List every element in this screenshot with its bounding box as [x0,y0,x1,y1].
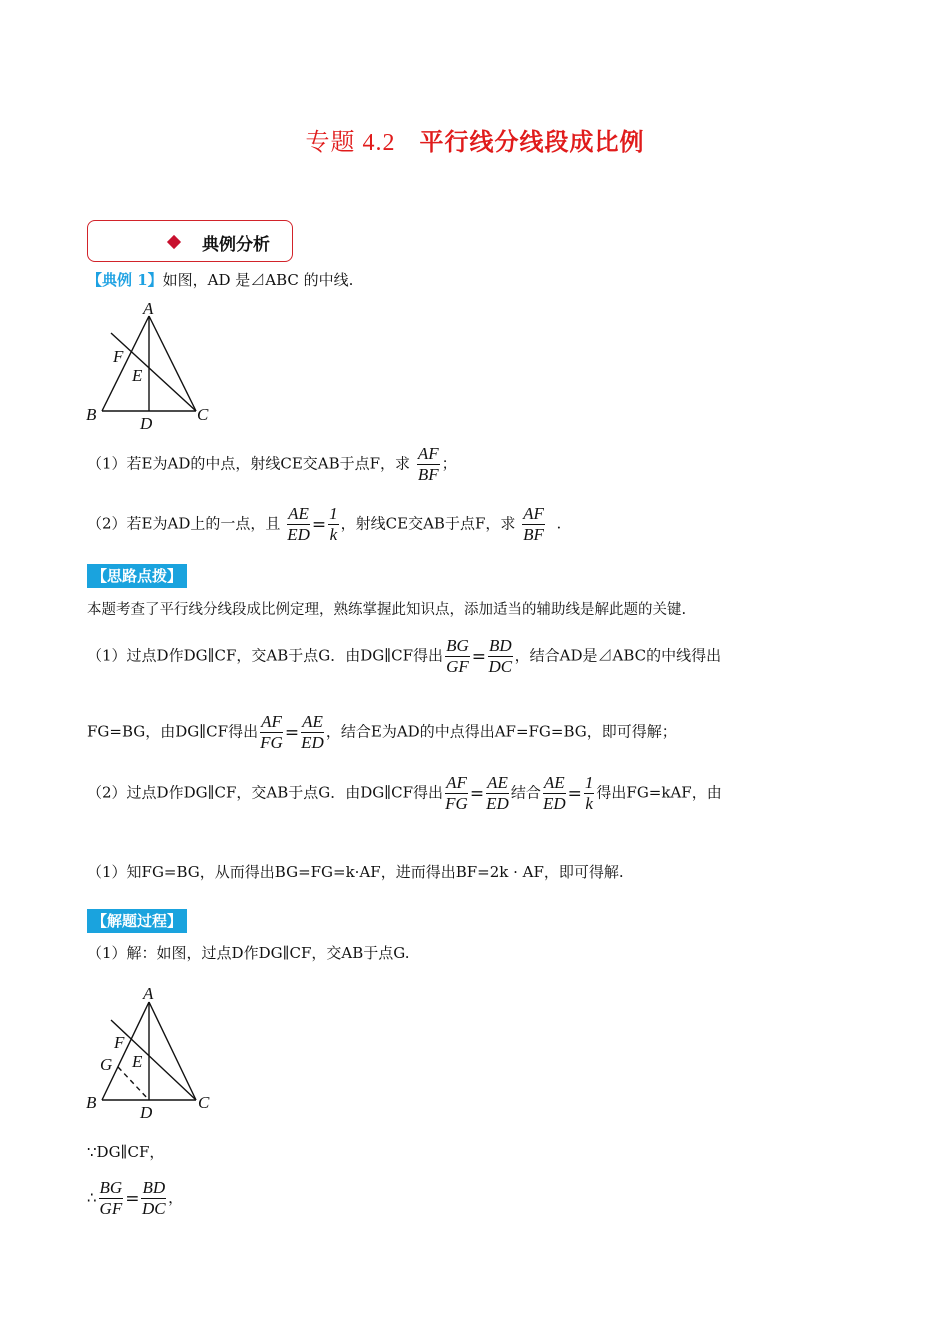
label-c: C [198,1093,210,1112]
q1-text: 若E为AD的中点，射线CE交AB于点F，求 [126,454,411,473]
q2-frac1-bot: ED [287,525,310,544]
side-ac [149,1002,196,1100]
therefore-frac2 [141,1178,166,1219]
q2-frac1-top: AE [288,504,309,523]
hint-p1b-tail: ，结合E为AD的中点得出AF=FG=BG，即可得解； [325,722,677,741]
label-b: B [86,1093,97,1112]
hint-p2a-f4t: 1 [584,773,594,792]
q2-fraction-3 [522,504,545,545]
hint-p2a-mid: 结合 [510,783,541,802]
hint-p1b-eq: = [284,722,300,743]
hint-p2a-frac3 [543,773,566,814]
example-intro [87,268,353,292]
side-ab [102,316,149,411]
therefore-f2t: BD [142,1178,166,1197]
q1-frac-bot: BF [417,465,439,484]
hint-tag-wrap [87,565,187,586]
therefore-eq: = [125,1188,140,1209]
label-d: D [140,414,153,433]
hint-tag: 【思路点拨】 [87,564,187,588]
hint-p2a-f1t: AF [446,773,467,792]
therefore-line [87,1178,183,1219]
question-2 [87,504,561,545]
hint-p2a-tail: 得出FG=kAF，由 [596,783,722,802]
hint-p2-line1 [87,773,722,814]
label-f: F [113,347,124,366]
hint-p2a-f4b: k [585,794,593,813]
side-ab [102,1002,149,1100]
hint-p1b-lead: FG=BG，由DG∥CF得出 [87,722,259,741]
hint-p1b-f2t: AE [302,712,323,731]
therefore-symbol: ∴ [87,1188,97,1207]
hint-p2a-eq: = [469,783,485,804]
hint-summary: 本题考查了平行线分线段成比例定理，熟练掌握此知识点，添加适当的辅助线是解此题的关键. [87,602,687,618]
page-title [0,122,950,157]
q2-text2: ，射线CE交AB于点F，求 [340,514,516,533]
q1-fraction [417,444,440,485]
q2-fraction-1 [287,504,310,545]
diamond-icon [167,235,181,249]
therefore-end: ， [168,1188,184,1207]
triangle-figure-1 [80,298,220,434]
q2-eq: = [311,514,327,535]
solution-tag-wrap [87,910,187,931]
hint-p1a-frac1 [445,636,470,677]
q2-text: 若E为AD上的一点，且 [126,514,281,533]
because-line: ∵DG∥CF， [87,1143,165,1161]
question-1 [87,444,457,485]
hint-p1a-f2b: DC [488,657,513,676]
q2-fraction-2 [328,504,339,545]
hint-p1-line1 [87,636,721,677]
label-b: B [86,405,97,424]
label-a: A [143,984,154,1003]
q2-num: （2） [87,514,127,533]
label-e: E [132,366,143,385]
title-number: 专题 4.2 [305,130,396,156]
hint-p2a-frac1 [445,773,468,814]
hint-p2a-f3b: ED [542,794,566,813]
label-a: A [143,299,154,318]
hint-p2a-f2b: ED [486,794,509,813]
q2-frac3-top: AF [523,504,544,523]
section-label: 典例分析 [202,235,270,255]
dashed-dg [118,1067,149,1100]
q1-frac-top: AF [417,444,439,463]
hint-p1-line2 [87,712,677,753]
therefore-f1t: BG [99,1178,123,1197]
ray-ce [111,333,196,411]
ray-ce [111,1020,196,1100]
hint-p1b-frac1 [260,712,283,753]
hint-p1a-eq: = [471,646,486,667]
hint-p1a-f1t: BG [446,636,469,655]
q1-num: （1） [87,454,127,473]
therefore-frac1 [99,1178,124,1219]
hint-p1a-tail: ，结合AD是⊿ABC的中线得出 [514,646,722,665]
hint-p2a-f3t: AE [543,773,565,792]
hint-p1b-f2b: ED [301,733,324,752]
q2-frac2-top: 1 [329,504,338,523]
solution-tag: 【解题过程】 [87,909,187,933]
hint-p2a-frac4 [584,773,595,814]
hint-p1b-f1t: AF [261,712,282,731]
hint-p1a-f2t: BD [488,636,512,655]
section-header-box [87,220,293,262]
q2-end: . [556,514,562,533]
title-text: 平行线分线段成比例 [419,127,645,156]
hint-p1b-f1b: FG [260,733,283,752]
triangle-figure-2 [80,982,220,1122]
q2-frac3-bot: BF [523,525,544,544]
side-ac [149,316,196,411]
therefore-f2b: DC [141,1199,166,1218]
solution-step1: （1）解：如图，过点D作DG∥CF，交AB于点G. [87,944,410,962]
hint-p2a-f2t: AE [487,773,508,792]
therefore-f1b: GF [99,1199,123,1218]
hint-p1a-f1b: GF [446,657,469,676]
label-d: D [140,1103,153,1122]
hint-p2a-f1b: FG [445,794,468,813]
label-e: E [132,1052,143,1071]
hint-p2-line2: （1）知FG=BG，从而得出BG=FG=k·AF，进而得出BF=2k · AF，即可得解. [87,863,624,881]
label-f: F [114,1033,125,1052]
hint-p2a-frac2 [486,773,509,814]
label-c: C [197,405,209,424]
hint-p2a-eq2: = [567,783,582,804]
hint-p1a-lead: （1）过点D作DG∥CF，交AB于点G．由DG∥CF得出 [87,646,444,665]
label-g: G [100,1055,113,1074]
hint-p2a-lead: （2）过点D作DG∥CF，交AB于点G．由DG∥CF得出 [87,783,444,802]
q2-frac2-bot: k [329,525,338,544]
example-tag: 【典例 1】 [87,271,163,289]
q1-end: ； [441,454,457,473]
example-intro-text: 如图，AD 是⊿ABC 的中线. [162,271,354,289]
hint-p1b-frac2 [301,712,324,753]
hint-p1a-frac2 [488,636,513,677]
